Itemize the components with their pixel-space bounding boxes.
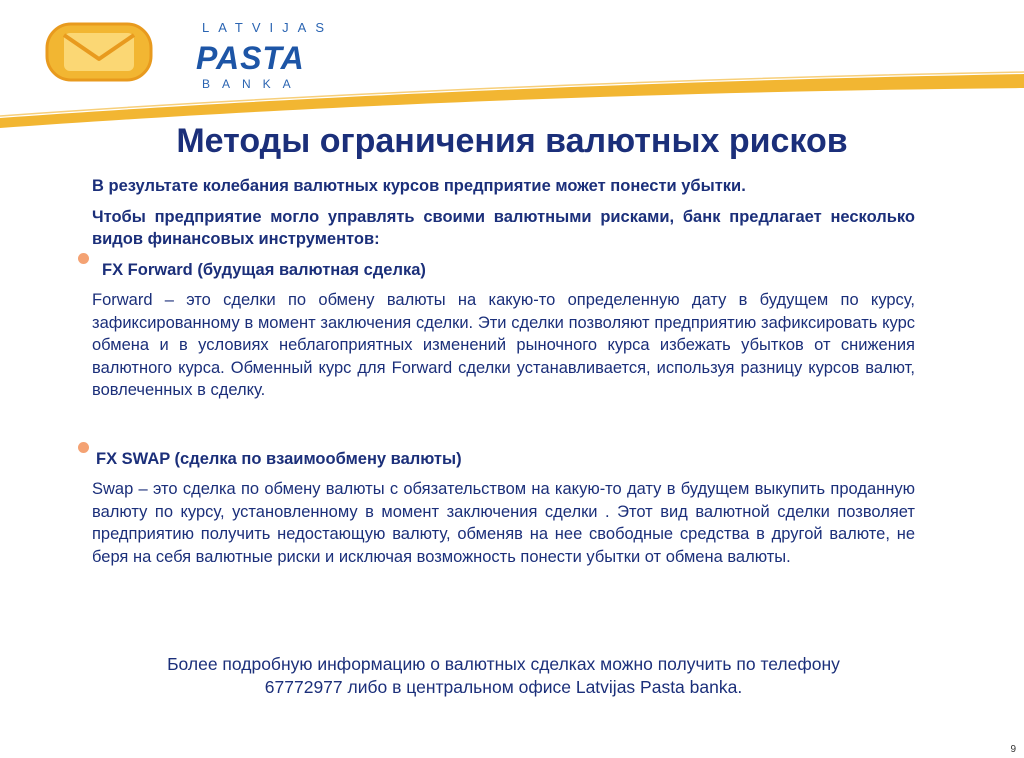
intro-line-2: Чтобы предприятие могло управлять своими валютными рисками, банк предлагает несколько видов финансовых инструментов: (92, 207, 915, 248)
main-content (92, 175, 915, 568)
intro-line-1: В результате колебания валютных курсов предприятие может понести убытки. (92, 177, 746, 195)
contact-note-line-1: Более подробную информацию о валютных сделках можно получить по телефону (167, 654, 840, 674)
bullet-dot-icon (78, 442, 89, 453)
header-swoosh (0, 70, 1024, 130)
section-heading-swap-text: FX SWAP (сделка по взаимообмену валюты) (96, 449, 462, 468)
contact-note (92, 653, 915, 699)
logo-word-main: PASTA (196, 40, 305, 76)
page-number: 9 (1010, 744, 1016, 755)
section-heading-forward-text: FX Forward (будущая валютная сделка) (102, 260, 426, 279)
bullet-dot-icon (78, 253, 89, 264)
contact-note-line-2: 67772977 либо в центральном офисе Latvijas Pasta banka. (264, 677, 743, 697)
section-text-forward: Forward – это сделки по обмену валюты на какую-то определенную дату в будущем по курсу, зафиксированному в момент заключения сделки. Эти сделки позволяют предприятию зафиксировать курс обмена и в условиях неблагоприятных изменений рыночного курса избежать убытков от снижения валютного курса. Обменный курс для Forward сделки устанавливается, используя разницу курсов валют, вовлеченных в сделку. (92, 291, 915, 399)
section-heading-swap (92, 448, 915, 471)
logo-word-bottom: BANKA (202, 77, 303, 91)
logo-word-top: LATVIJAS (202, 20, 334, 35)
page-title: Методы ограничения валютных рисков (176, 122, 848, 160)
section-heading-forward (92, 259, 915, 282)
section-text-swap: Swap – это сделка по обмену валюты с обязательством на какую-то дату в будущем выкупить проданную валюту по курсу, установленному в момент заключения сделки . Этот вид валютной сделки позволяет предприятию получить недостающую валюту, обменяв на нее свободные средства в другой валюте, не беря на себя валютные риски и исключая возможность понести убытки от обмена валюты. (92, 480, 915, 566)
